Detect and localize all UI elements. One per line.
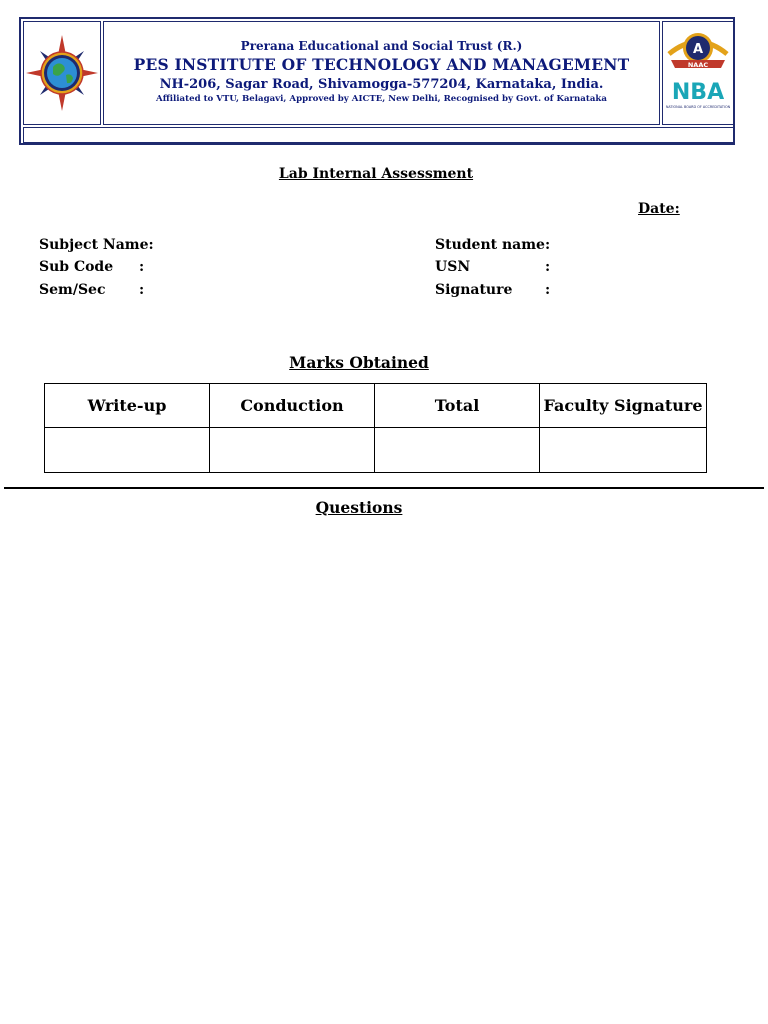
right-logo-cell	[662, 21, 734, 125]
marks-header-row	[45, 384, 707, 428]
student-name-colon: :	[545, 237, 551, 253]
conduction-header: Conduction	[210, 384, 375, 428]
letterhead	[19, 17, 735, 145]
writeup-value[interactable]	[45, 428, 210, 473]
date-label: Date:	[638, 201, 680, 217]
conduction-value[interactable]	[210, 428, 375, 473]
student-name-label: Student name	[435, 237, 545, 253]
marks-table	[44, 383, 707, 473]
total-header: Total	[375, 384, 540, 428]
usn-label: USN	[435, 259, 471, 275]
total-value[interactable]	[375, 428, 540, 473]
sem-sec-colon: :	[139, 282, 145, 298]
nba-logo	[663, 72, 733, 122]
subject-name-label: Subject Name:	[39, 237, 154, 253]
sem-sec-label: Sem/Sec	[39, 282, 106, 298]
nba-caption: NATIONAL BOARD OF ACCREDITATION	[665, 105, 731, 109]
institute-name: PES INSTITUTE OF TECHNOLOGY AND MANAGEMENT	[133, 55, 630, 74]
form-title: Lab Internal Assessment	[278, 166, 474, 182]
affiliation-line: Affiliated to VTU, Belagavi, Approved by AICTE, New Delhi, Recognised by Govt. of Karnataka	[156, 94, 607, 104]
writeup-header: Write-up	[45, 384, 210, 428]
trust-name: Prerana Educational and Social Trust (R.)	[240, 39, 523, 53]
faculty-signature-value[interactable]	[540, 428, 707, 473]
questions-title: Questions	[315, 498, 403, 517]
title-block	[103, 21, 660, 125]
institute-address: NH-206, Sagar Road, Shivamogga-577204, Karnataka, India.	[159, 77, 604, 92]
naac-grade: A	[692, 42, 704, 57]
faculty-signature-header: Faculty Signature	[540, 384, 707, 428]
signature-label: Signature	[435, 282, 513, 298]
left-logo-cell	[23, 21, 101, 125]
compass-globe-logo	[24, 22, 100, 124]
section-divider	[4, 487, 764, 489]
naac-text: NAAC	[687, 61, 709, 69]
usn-colon: :	[545, 259, 551, 275]
sub-code-label: Sub Code	[39, 259, 114, 275]
naac-a-badge	[663, 24, 733, 72]
nba-text: NBA	[671, 80, 725, 105]
header-bottom-strip	[23, 127, 734, 143]
marks-title: Marks Obtained	[289, 353, 429, 372]
sub-code-colon: :	[139, 259, 145, 275]
signature-colon: :	[545, 282, 551, 298]
marks-value-row	[45, 428, 707, 473]
